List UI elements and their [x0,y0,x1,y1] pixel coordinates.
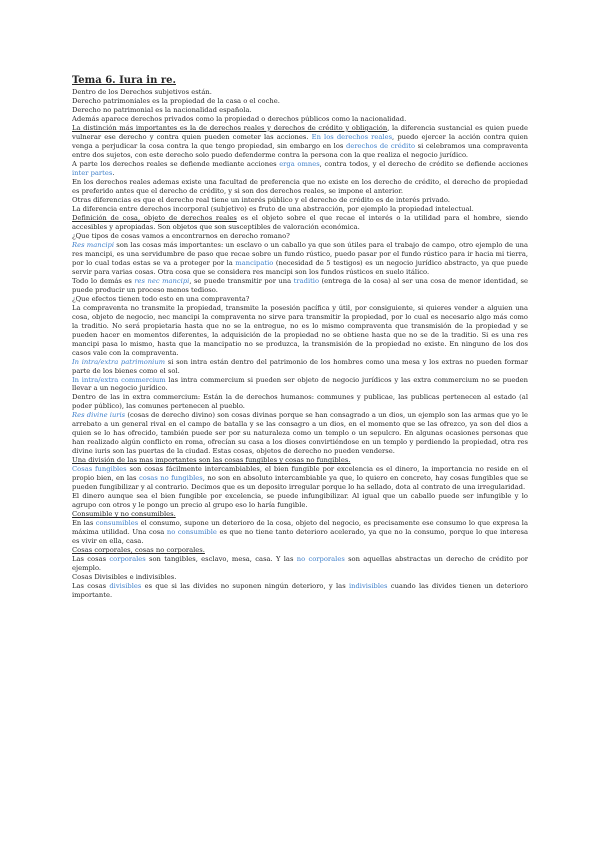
highlight-term: traditio [293,276,320,285]
underlined-heading: La distinción más importantes es la de derechos reales y derechos de crédito y obligación [72,123,388,132]
paragraph-fungibles [72,465,528,492]
text-span: , contra todos, y el derecho de crédito se defiende acciones [319,159,528,168]
paragraph-question-effects: ¿Que efectos tienen todo esto en una compraventa? [72,294,250,303]
paragraph-money: El dinero aunque sea el bien fungible por excelencia, se puede infungibilizar. Al igual que un caballo puede ser infungible y lo agrupo con otros y le pongo un precio al grupo eso lo haría fungible. [72,492,528,510]
text-span: el consumo, supone un deterioro de la cosa, objeto del negocio, es precisamente ese consumo lo que expresa la máxima utilidad. Una cosa [72,519,528,537]
paragraph-patrimonial: Derecho patrimoniales es la propiedad de la casa o el coche. [72,96,280,105]
highlight-term: In intra/extra commercium [72,375,166,384]
paragraph-question-types: ¿Que tipos de cosas vamos a encontrarnos en derecho romano? [72,231,290,240]
document-title: Tema 6. Iura in re. [72,75,176,86]
text-span: si celebramos una compraventa entre dos sujetos, con este derecho solo puedo defenderme contra la persona con la que realiza el negocio jurídico. [72,141,529,159]
highlight-term: divisibles [109,582,142,591]
text-span: , se puede transmitir por una [189,276,294,285]
text-span: , la diferencia sustancial es quien puede vulnerar ese derecho y contra quien pueden cometer las acciones. [72,123,528,141]
highlight-term: In intra/extra patrimonium [72,357,166,366]
text-span: es que no tiene tanto deterioro acelerado, ya que no la consumo, porque lo que interesa es vivir en ella, casa. [72,528,529,546]
highlight-term: consumibles [95,519,139,528]
paragraph-extra-commercium: Dentro de las in extra commercium: Están la de derechos humanos: communes y publicae, las publicas pertenecen al estado (al poder público), las comunes pertenecen al pueblo. [72,393,528,411]
text-span: , no son en absoluto intercambiable ya que, lo quiero en concreto, hay cosas fungibles que se pueden fungibilizar y al contrario. Decimos que es un deposito irregular porque lo ha sellado, dota al contrato de una irregularidad. [72,474,528,492]
text-span: (cosas de derecho divino) son cosas divinas porque se han consagrado a un dios, un ejemplo son las armas que yo le arrebato a un general rival en el campo de batalla y se las consagro a un dios, en el momento que se las ofrezco, ya son del dios a quien se lo has ofrecido, también puede ser por su naturaleza como un templo o un sepulcro. En algunas ocasiones personas que han realizado algún conflicto en roma, ofrecían su casa a los dioses convirtiéndose en un templo y perdiendo la propiedad, otra res divine iuris son las puertas de la ciudad. Estas cosas, objetos de derecho no pueden venderse. [72,411,529,456]
text-span: son tangibles, esclavo, mesa, casa. Y las [145,555,297,564]
text-span: es el objeto sobre el que recae el interés o la utilidad para el hombre, siendo accesibles y apropiadas. Son objetos que son susceptibles de valoración económica. [72,213,528,231]
paragraph-consumibles [72,519,528,546]
document-page [72,74,528,600]
text-span: A parte los derechos reales se defiende mediante acciones [72,159,280,168]
highlight-term: no consumible [166,528,217,537]
text-span: son aquellas abstractas un derecho de crédito por ejemplo. [72,555,528,573]
text-span: si son intra están dentro del patrimonio de los hombres como una mesa y los extras no pueden formar parte de los bienes como el sol. [72,357,528,375]
paragraph-real-vs-credit [72,124,528,160]
highlight-term: Cosas fungibles [72,465,127,474]
highlight-term: Res mancipi [72,240,115,249]
underlined-heading: Definición de cosa, objeto de derechos reales [72,213,237,222]
text-span: es que si las divides no suponen ningún deterioro, y las [141,582,349,591]
paragraph-non-patrimonial: Derecho no patrimonial es la nacionalidad española. [72,105,252,114]
paragraph-patrimonium [72,358,528,376]
highlight-term: derechos de crédito [346,141,416,150]
text-span: Las cosas [72,555,110,564]
text-span: . [112,168,115,177]
text-span: Las cosas [72,582,110,591]
highlight-term: mancipatio [235,258,274,267]
highlight-term: corporales [109,555,146,564]
paragraph-subjective-rights: Dentro de los Derechos subjetivos están. [72,88,212,96]
heading-divisibles: Cosas Divisibles e indivisibles. [72,573,177,582]
paragraph-preference: En los derechos reales ademas existe una facultad de preferencia que no existe en los derecho de crédito, el derecho de propiedad es preferido antes que el derecho de crédito, y si son dos derechos reales, se impone el anterior. [72,177,528,195]
paragraph-definition-thing [72,214,528,232]
heading-fungibles: Una división de las mas importantes son las cosas fungibles y cosas no fungibles. [72,456,351,465]
text-span: (entrega de la cosa) al ser una cosa de menor identidad, se puede producir un proceso menos tedioso. [72,276,528,294]
paragraph-incorporeal: La diferencia entre derechos incorporal (subjetivo) es fruto de una abstracción, por ejemplo la propiedad intelectual. [72,204,474,213]
text-span: (necesidad de 5 testigos) es un negocio jurídico abstracto, ya que puede servir para varias cosas. Otra cosa que se considera res mancipi son los fundos rústicos en suelo itálico. [72,258,528,276]
paragraph-commercium [72,376,528,394]
highlight-term: inter partes [72,168,113,177]
text-span: cuando las divides tienen un deterioro importante. [72,582,528,600]
text-span: son las cosas más importantes: un esclavo o un caballo ya que son útiles para el trabajo de campo, otro ejemplo de una res mancipi, es una servidumbre de paso que recae sobre un fundo rústico, puedo pasar por el fundo rústico para ir hacia mi tierra, por lo cual todas estas se va a proteger por la [72,240,528,267]
text-span: son cosas fácilmente intercambiables, el bien fungible por excelencia es el dinero, la importancia no reside en el propio bien, en las [72,465,528,483]
paragraph-res-divine-iuris [72,411,528,456]
heading-corporales: Cosas corporales, cosas no corporales. [72,546,205,555]
paragraph-compraventa: La compraventa no transmite la propiedad, transmite la posesión pacífica y útil, por consiguiente, si quieres vender a alguien una cosa, objeto de negocio, nec mancipi la compraventa no sirve para transmitir la propiedad, por lo cual es necesario algo más como la traditio. No será propietaria hasta que no se la entregue, no es lo mismo compraventa que transmisión de la propiedad y se pueden hacer en momentos diferentes, la adquisición de la propiedad no se obtiene hasta que no se de la traditio. Si es una res mancipi pasa lo mismo, hasta que la mancipatio no se produzca, la transmisión de la propiedad no existe. En ninguno de los dos casos vale con la compraventa. [72,303,528,357]
highlight-term: res nec mancipi [134,276,190,285]
paragraph-res-mancipi [72,241,528,277]
paragraph-erga-omnes [72,160,528,178]
highlight-term: indivisibles [348,582,388,591]
paragraph-corporales [72,555,528,573]
highlight-term: En los derechos reales [311,132,393,141]
highlight-term: cosas no fungibles [139,474,203,483]
text-span: En las [72,519,96,528]
highlight-term: Res divine iuris [72,411,126,420]
paragraph-res-nec-mancipi [72,277,528,295]
paragraph-other-differences: Otras diferencias es que el derecho real tiene un interés público y el derecho de crédito es de interés privado. [72,195,450,204]
heading-consumibles: Consumible y no consumibles. [72,510,176,519]
paragraph-private-public: Además aparece derechos privados como la propiedad o derechos públicos como la nacionalidad. [72,114,407,123]
highlight-term: erga omnes [279,159,320,168]
highlight-term: no corporales [296,555,345,564]
text-span: las intra commercium si pueden ser objeto de negocio jurídicos y las extra commercium no se pueden llevar a un negocio jurídico. [72,375,528,393]
text-span: , puedo ejercer la acción contra quien venga a perjudicar la cosa contra la que tengo propiedad, sin embargo en los [72,132,528,150]
paragraph-divisibles [72,582,528,600]
text-span: Todo lo demás es [72,276,135,285]
